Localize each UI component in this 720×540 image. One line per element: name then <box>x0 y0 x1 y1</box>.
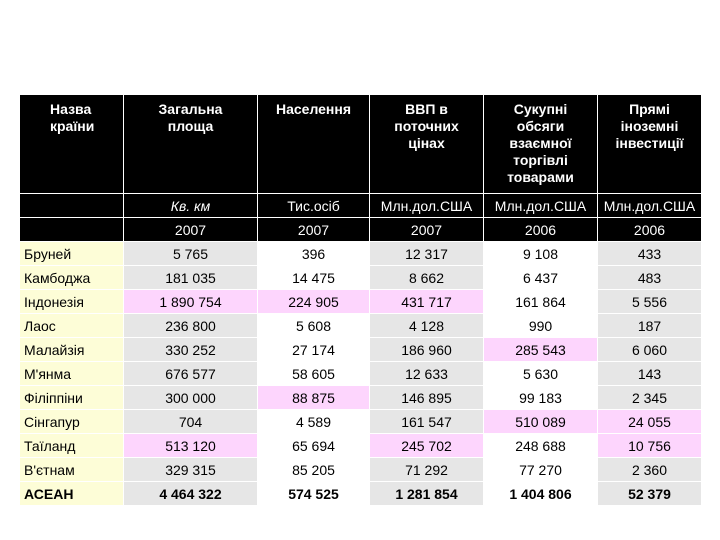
gdp-cell: 146 895 <box>370 386 484 410</box>
trade-cell: 5 630 <box>484 362 598 386</box>
trade-cell: 77 270 <box>484 458 598 482</box>
country-name-cell: М'янма <box>20 362 124 386</box>
area-cell: 513 120 <box>124 434 258 458</box>
area-cell: 181 035 <box>124 266 258 290</box>
area-cell: 236 800 <box>124 314 258 338</box>
total-gdp-cell: 1 281 854 <box>370 482 484 506</box>
total-fdi-cell: 52 379 <box>598 482 702 506</box>
years-row <box>20 218 702 242</box>
year-country <box>20 218 124 242</box>
trade-cell: 285 543 <box>484 338 598 362</box>
fdi-cell: 143 <box>598 362 702 386</box>
year-fdi: 2006 <box>598 218 702 242</box>
header-fdi: Прямі іноземні інвестиції <box>598 95 702 194</box>
population-cell: 4 589 <box>258 410 370 434</box>
header-country-name: Назва країни <box>20 95 124 194</box>
country-name-cell: Індонезія <box>20 290 124 314</box>
trade-cell: 990 <box>484 314 598 338</box>
population-cell: 85 205 <box>258 458 370 482</box>
year-gdp: 2007 <box>370 218 484 242</box>
trade-cell: 161 864 <box>484 290 598 314</box>
population-cell: 88 875 <box>258 386 370 410</box>
fdi-cell: 2 360 <box>598 458 702 482</box>
country-name-cell: Сінгапур <box>20 410 124 434</box>
country-name-cell: Лаос <box>20 314 124 338</box>
header-row <box>20 95 702 194</box>
table-row <box>20 314 702 338</box>
year-area: 2007 <box>124 218 258 242</box>
area-cell: 704 <box>124 410 258 434</box>
area-cell: 5 765 <box>124 242 258 266</box>
gdp-cell: 431 717 <box>370 290 484 314</box>
population-cell: 224 905 <box>258 290 370 314</box>
fdi-cell: 483 <box>598 266 702 290</box>
total-area-cell: 4 464 322 <box>124 482 258 506</box>
table-row <box>20 242 702 266</box>
gdp-cell: 245 702 <box>370 434 484 458</box>
area-cell: 329 315 <box>124 458 258 482</box>
table-row <box>20 266 702 290</box>
gdp-cell: 12 633 <box>370 362 484 386</box>
trade-cell: 99 183 <box>484 386 598 410</box>
header-population: Населення <box>258 95 370 194</box>
gdp-cell: 12 317 <box>370 242 484 266</box>
total-population-cell: 574 525 <box>258 482 370 506</box>
fdi-cell: 187 <box>598 314 702 338</box>
header-total-area: Загальна площа <box>124 95 258 194</box>
header-mutual-trade: Сукупні обсяги взаємної торгівлі товарами <box>484 95 598 194</box>
country-name-cell: Малайзія <box>20 338 124 362</box>
unit-gdp: Млн.дол.США <box>370 194 484 218</box>
trade-cell: 9 108 <box>484 242 598 266</box>
gdp-cell: 4 128 <box>370 314 484 338</box>
fdi-cell: 10 756 <box>598 434 702 458</box>
population-cell: 27 174 <box>258 338 370 362</box>
header-gdp: ВВП в поточних цінах <box>370 95 484 194</box>
unit-population: Тис.осіб <box>258 194 370 218</box>
fdi-cell: 6 060 <box>598 338 702 362</box>
units-row <box>20 194 702 218</box>
trade-cell: 248 688 <box>484 434 598 458</box>
country-name-cell: Філіппіни <box>20 386 124 410</box>
table-row <box>20 362 702 386</box>
table-row <box>20 458 702 482</box>
area-cell: 330 252 <box>124 338 258 362</box>
table-row <box>20 386 702 410</box>
total-label-cell: АСЕАН <box>20 482 124 506</box>
trade-cell: 510 089 <box>484 410 598 434</box>
population-cell: 58 605 <box>258 362 370 386</box>
trade-cell: 6 437 <box>484 266 598 290</box>
population-cell: 14 475 <box>258 266 370 290</box>
area-cell: 1 890 754 <box>124 290 258 314</box>
country-name-cell: В'єтнам <box>20 458 124 482</box>
table-row <box>20 290 702 314</box>
country-name-cell: Бруней <box>20 242 124 266</box>
table-row <box>20 434 702 458</box>
unit-area: Кв. км <box>124 194 258 218</box>
year-population: 2007 <box>258 218 370 242</box>
area-cell: 676 577 <box>124 362 258 386</box>
gdp-cell: 8 662 <box>370 266 484 290</box>
asean-statistics-table <box>19 94 702 506</box>
country-name-cell: Камбоджа <box>20 266 124 290</box>
total-trade-cell: 1 404 806 <box>484 482 598 506</box>
year-trade: 2006 <box>484 218 598 242</box>
unit-trade: Млн.дол.США <box>484 194 598 218</box>
asean-statistics-table-container <box>19 94 701 506</box>
gdp-cell: 161 547 <box>370 410 484 434</box>
fdi-cell: 2 345 <box>598 386 702 410</box>
population-cell: 65 694 <box>258 434 370 458</box>
area-cell: 300 000 <box>124 386 258 410</box>
country-name-cell: Таїланд <box>20 434 124 458</box>
table-row <box>20 338 702 362</box>
fdi-cell: 433 <box>598 242 702 266</box>
fdi-cell: 5 556 <box>598 290 702 314</box>
population-cell: 396 <box>258 242 370 266</box>
population-cell: 5 608 <box>258 314 370 338</box>
total-row <box>20 482 702 506</box>
gdp-cell: 71 292 <box>370 458 484 482</box>
fdi-cell: 24 055 <box>598 410 702 434</box>
gdp-cell: 186 960 <box>370 338 484 362</box>
unit-fdi: Млн.дол.США <box>598 194 702 218</box>
table-row <box>20 410 702 434</box>
unit-country <box>20 194 124 218</box>
